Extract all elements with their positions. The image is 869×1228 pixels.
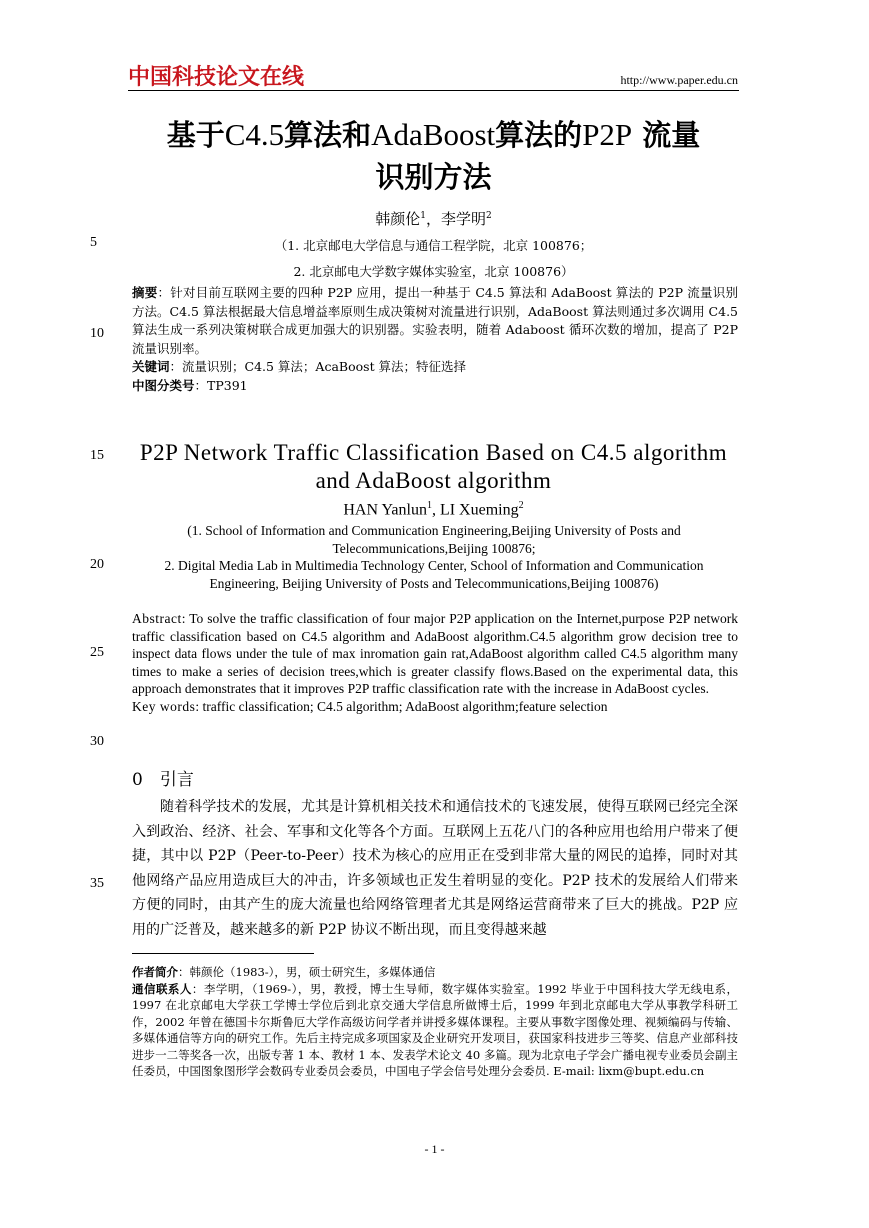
- section-heading: 0 引言: [132, 770, 194, 790]
- chinese-affiliation-1: （1. 北京邮电大学信息与通信工程学院，北京 100876；: [274, 238, 593, 253]
- footnote-author-text: ：韩颜伦（1983-），男，硕士研究生，多媒体通信: [178, 965, 436, 979]
- author-sup: 1: [420, 211, 426, 221]
- author-name: ，李学明: [426, 210, 487, 228]
- footnote-rule: [132, 953, 314, 954]
- author-name: 韩颜伦: [375, 210, 421, 228]
- chinese-title-line2: 识别方法: [375, 160, 492, 194]
- title-part: AdaBoost: [371, 117, 496, 152]
- line-number: 10: [90, 326, 104, 341]
- logo-red-text: 中国: [128, 65, 173, 90]
- keywords-text-en: : traffic classification; C4.5 algorithm; AdaBoost algorithm;feature selection: [195, 698, 608, 714]
- classification-text: ：TP391: [194, 377, 248, 393]
- title-part: 流量: [642, 118, 701, 152]
- english-affiliation-2: 2. Digital Media Lab in Multimedia Technology Center, School of Information and Communication Engineering, Beijing University of Posts and Telecommunications,Beijing 100876): [164, 558, 704, 591]
- line-number: 25: [90, 645, 104, 660]
- english-abstract: [132, 610, 738, 715]
- author-sup: 1: [426, 500, 432, 511]
- title-part: 算法和: [284, 118, 372, 152]
- keywords-text: ：流量识别；C4.5 算法；AcaBoost 算法；特征选择: [169, 359, 467, 374]
- english-title: [128, 439, 739, 495]
- english-affiliation-1: (1. School of Information and Communication Engineering,Beijing University of Posts and Telecommunications,Beijing 100876;: [187, 523, 681, 556]
- line-number: 20: [90, 557, 104, 572]
- author-name: HAN Yanlun: [343, 501, 427, 519]
- classification-label: 中图分类号: [132, 377, 195, 393]
- chinese-abstract: [132, 284, 738, 395]
- title-part: 算法的: [495, 118, 583, 152]
- site-logo: [128, 60, 304, 91]
- abstract-text-en: : To solve the traffic classification of four major P2P application on the Internet,purpose P2P network traffic classification based on C4.5 algorithm and AdaBoost algorithm.C4.5 algorithm grow decision tree to inspect data flows under the tule of max inromation gain rat,AdaBoost algorithm called C4.5 algorithm many times to make a series of decision trees,which is greater classify flows.Based on the experimental data, this approach demonstrates that it improves P2P traffic classification rate with the increase in AdaBoost cycles.: [132, 611, 738, 696]
- chinese-title: [128, 114, 739, 198]
- page-number: - 1 -: [424, 1142, 445, 1156]
- author-sup: 2: [518, 500, 524, 511]
- abstract-label-en: Abstract: [132, 611, 182, 626]
- english-title-line1: P2P Network Traffic Classification Based on C4.5 algorithm: [139, 440, 728, 465]
- footnote-contact-text: ：李学明，（1969-），男，教授，博士生导师，数字媒体实验室。1992 毕业于中国科技大学无线电系，1997 在北京邮电大学获工学博士学位后到北京交通大学信息所做博士后，1999 年到北京邮电大学从事教学科研工作，2002 年曾在德国卡尔斯鲁厄大学作高级访问学者并讲授多媒体课程。主要从事数字图像处理、视频编码与传输、多媒体通信等方向的研究工作。先后主持完成多项国家及企业研究开发项目，获国家科技进步三等奖、信息产业部科技进步一二等奖各一次，出版专著 1 本、教材 1 本、发表学术论文 40 多篇。现为北京电子学会广播电视专业委员会副主任委员，中国图象图形学会数码专业委员会委员，中国电子学会信号处理分会委员. E-mail: lixm@bupt.edu.cn: [132, 981, 738, 1078]
- header-url[interactable]: http://www.paper.edu.cn: [620, 73, 738, 87]
- logo-rest-text: 科技论文在线: [172, 65, 305, 90]
- title-part: P2P: [582, 117, 633, 152]
- keywords-label-en: Key words: [132, 698, 196, 714]
- author-sup: 2: [486, 211, 492, 221]
- abstract-label: 摘要: [132, 285, 158, 300]
- keywords-label: 关键词: [132, 359, 170, 374]
- footnote-contact: [132, 981, 738, 1080]
- english-title-line2: and AdaBoost algorithm: [315, 468, 552, 493]
- body-text: [132, 795, 738, 942]
- chinese-affiliation-2: 2. 北京邮电大学数字媒体实验室，北京 100876）: [293, 264, 574, 279]
- author-name: , LI Xueming: [431, 501, 519, 519]
- line-number: 30: [90, 734, 104, 749]
- footnote: [132, 964, 738, 1080]
- chinese-authors: [128, 208, 739, 229]
- line-number: 35: [90, 876, 104, 891]
- body-paragraph: 随着科学技术的发展，尤其是计算机相关技术和通信技术的飞速发展，使得互联网已经完全深入到政治、经济、社会、军事和文化等各个方面。互联网上五花八门的各种应用也给用户带来了便捷，其中以 P2P（Peer-to-Peer）技术为核心的应用正在受到非常大量的网民的追捧，同时对其他网络产品应用造成巨大的冲击，许多领域也正发生着明显的变化。P2P 技术的发展给人们带来方便的同时，由其产生的庞大流量也给网络管理者尤其是网络运营商带来了巨大的挑战。P2P 应用的广泛普及，越来越多的新 P2P 协议不断出现，而且变得越来越: [132, 799, 738, 938]
- line-number: 5: [90, 235, 97, 250]
- line-number: 15: [90, 448, 104, 463]
- chinese-title-line1: [128, 114, 739, 156]
- title-part: 基于: [166, 118, 225, 152]
- abstract-text: ：针对目前互联网主要的四种 P2P 应用，提出一种基于 C4.5 算法和 AdaBoost 算法的 P2P 流量识别方法。C4.5 算法根据最大信息增益率原则生成决策树对流量进行识别，AdaBoost 算法则通过多次调用 C4.5 算法生成一系列决策树联合成更加强大的识别器。实验表明，随着 Adaboost 循环次数的增加，提高了 P2P 流量识别率。: [132, 285, 738, 356]
- footnote-contact-label: 通信联系人: [132, 981, 192, 996]
- english-authors: [128, 500, 739, 519]
- title-part: C4.5: [224, 117, 285, 152]
- footnote-author-label: 作者简介: [132, 965, 178, 979]
- header-rule: [128, 90, 739, 91]
- footnote-author: [132, 964, 738, 981]
